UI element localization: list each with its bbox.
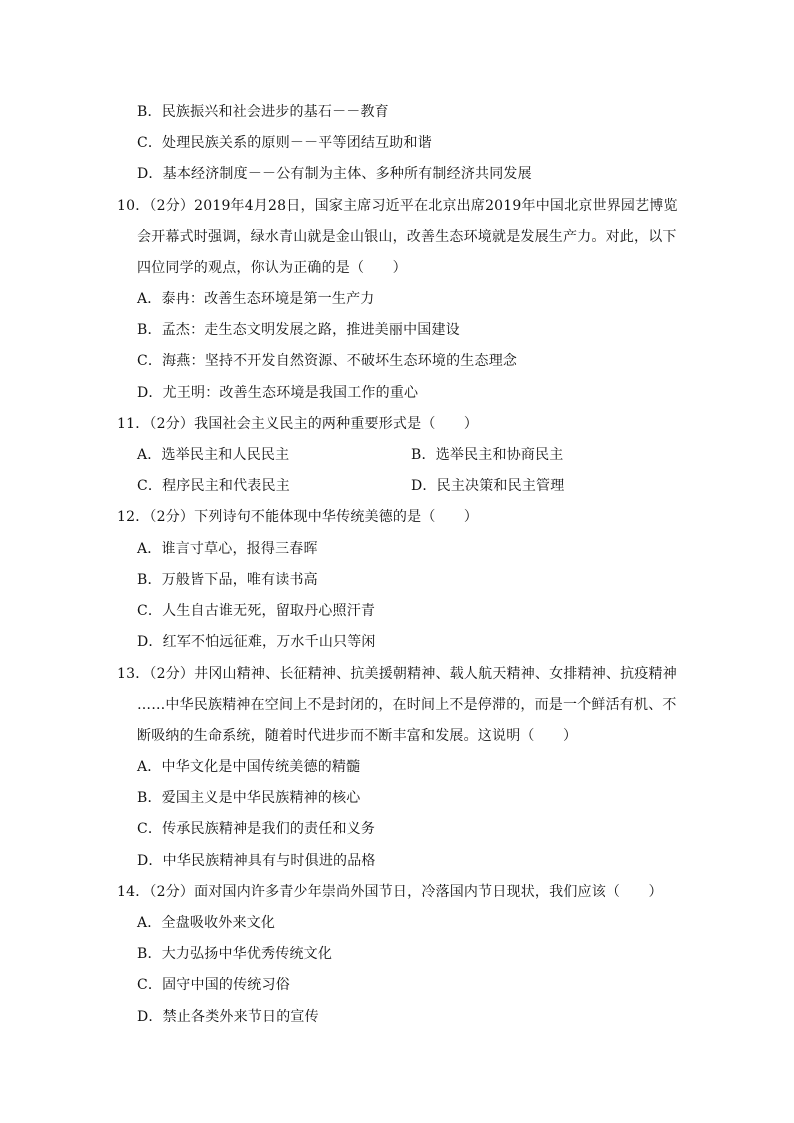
question-13-option-a: A．中华文化是中国传统美德的精髓 (137, 759, 361, 775)
question-12-option-d: D．红军不怕远征难，万水千山只等闲 (137, 634, 376, 650)
option-d: D．基本经济制度－－公有制为主体、多种所有制经济共同发展 (137, 166, 532, 182)
question-13-stem-line-1: 13．（2分）井冈山精神、长征精神、抗美援朝精神、载人航天精神、女排精神、抗疫精神 (117, 666, 677, 682)
question-13-option-c: C．传承民族精神是我们的责任和义务 (137, 821, 376, 837)
question-10-option-c: C．海燕：坚持不开发自然资源、不破坏生态环境的生态理念 (137, 353, 518, 369)
question-11-option-a: A．选举民主和人民民主 (137, 447, 290, 463)
question-13-option-d: D．中华民族精神具有与时俱进的品格 (137, 853, 376, 869)
question-10-option-d: D．尤王明：改善生态环境是我国工作的重心 (137, 385, 419, 401)
question-10-option-a: A．泰冉：改善生态环境是第一生产力 (137, 291, 375, 307)
question-14-option-b: B．大力弘扬中华优秀传统文化 (137, 946, 333, 962)
question-11-option-d: D．民主决策和民主管理 (411, 478, 565, 494)
question-12-option-c: C．人生自古谁无死，留取丹心照汗青 (137, 603, 376, 619)
question-13-stem-line-2: ……中华民族精神在空间上不是封闭的，在时间上不是停滞的，而是一个鲜活有机、不 (137, 697, 677, 713)
question-13-stem-line-3: 断吸纳的生命系统，随着时代进步而不断丰富和发展。这说明（ ） (137, 728, 578, 744)
question-10-stem-line-1: 10．（2分）2019年4月28日，国家主席习近平在北京出席2019年中国北京世界园艺博览 (117, 198, 678, 214)
question-10-stem-line-2: 会开幕式时强调，绿水青山就是金山银山，改善生态环境就是发展生产力。对此，以下 (137, 229, 677, 245)
question-14-option-a: A．全盘吸收外来文化 (137, 915, 276, 931)
question-11-stem: 11．（2分）我国社会主义民主的两种重要形式是（ ） (117, 416, 479, 432)
question-14-option-d: D．禁止各类外来节日的宣传 (137, 1009, 319, 1025)
question-10-option-b: B．孟杰：走生态文明发展之路，推进美丽中国建设 (137, 322, 460, 338)
option-b: B．民族振兴和社会进步的基石－－教育 (137, 104, 389, 120)
question-10-stem-line-3: 四位同学的观点，你认为正确的是（ ） (137, 260, 407, 276)
question-12-option-a: A．谁言寸草心，报得三春晖 (137, 541, 318, 557)
option-c: C．处理民族关系的原则－－平等团结互助和谐 (137, 135, 432, 151)
question-12-stem: 12．（2分）下列诗句不能体现中华传统美德的是（ ） (117, 509, 479, 525)
question-11-option-b: B．选举民主和协商民主 (411, 447, 564, 463)
question-14-option-c: C．固守中国的传统习俗 (137, 977, 290, 993)
question-14-stem: 14．（2分）面对国内许多青少年崇尚外国节日，冷落国内节日现状，我们应该（ ） (117, 884, 663, 900)
question-13-option-b: B．爱国主义是中华民族精神的核心 (137, 790, 361, 806)
question-12-option-b: B．万般皆下品，唯有读书高 (137, 572, 318, 588)
question-11-option-c: C．程序民主和代表民主 (137, 478, 290, 494)
